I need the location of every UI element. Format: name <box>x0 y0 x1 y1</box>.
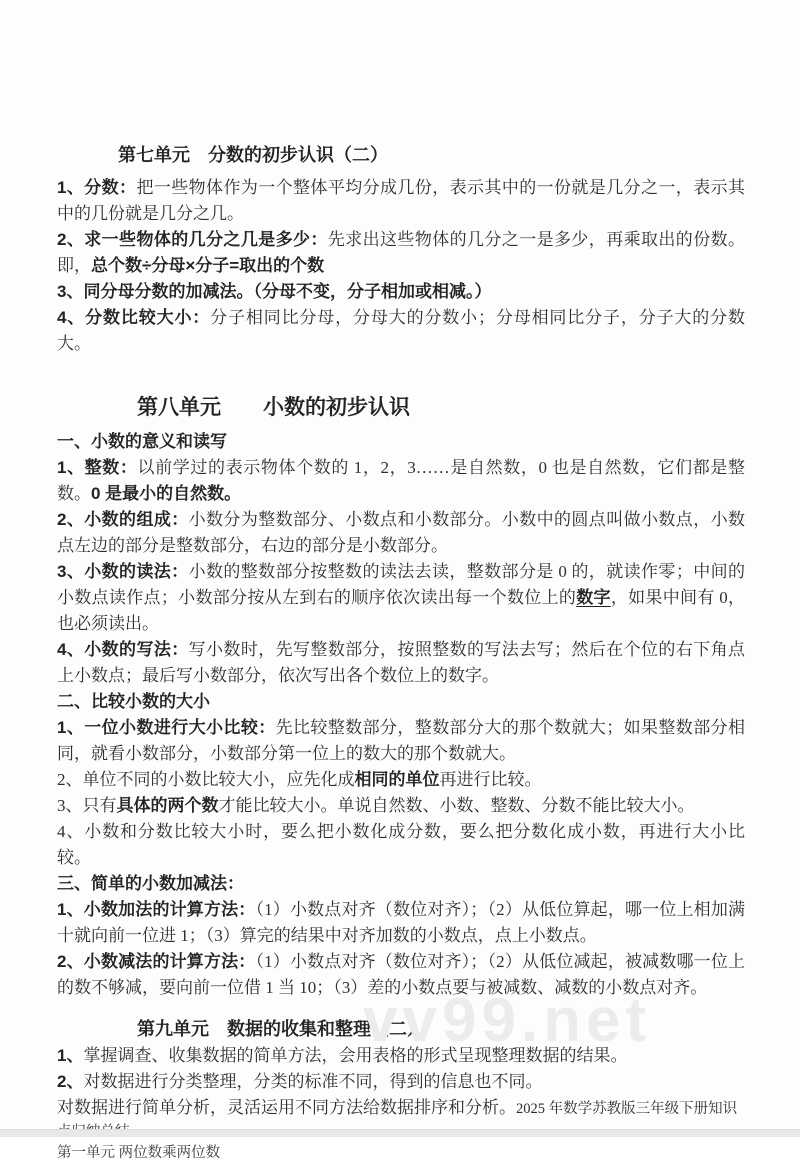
text-run: 1、 <box>57 1046 84 1065</box>
text-run: 小数的整数部分按整数的读法去读，整数部分是 0 的，就读作零；中间的小数点读作点；小数部分按从左到右的顺序依次读出每一个数位上的 <box>57 562 745 607</box>
text-run: 2、小数的组成： <box>57 510 189 529</box>
text-run: 第七单元 分数的初步认识（二） <box>118 145 388 165</box>
unit7-item-2 <box>57 227 745 279</box>
text-run: 1、分数： <box>57 178 137 197</box>
unit8-part1-item-1 <box>57 455 745 507</box>
text-run: 写小数时，先写整数部分，按照整数的写法去写；然后在个位的右下角点上小数点；最后写小数部分，依次写出各个数位上的数字。 <box>57 640 745 685</box>
text-run: 4、分数比较大小： <box>57 308 211 327</box>
unit8-heading <box>57 393 745 423</box>
unit8-part1-item-3 <box>57 559 745 637</box>
unit8-part1-item-4 <box>57 637 745 689</box>
unit8-part1-item-2 <box>57 507 745 559</box>
unit8-part2-item-1 <box>57 715 745 767</box>
text-run: 二、比较小数的大小 <box>57 692 210 711</box>
unit8-part3-item-2 <box>57 949 745 1001</box>
text-run: （1）小数点对齐（数位对齐）；（2）从低位算起，哪一位上相加满十就向前一位进 1；（3）算完的结果中对齐加数的小数点，点上小数点。 <box>57 900 745 945</box>
text-run: 小数分为整数部分、小数点和小数部分。小数中的圆点叫做小数点，小数点左边的部分是整数部分，右边的部分是小数部分。 <box>57 510 745 555</box>
text-run: 2、小数减法的计算方法： <box>57 952 256 971</box>
unit7-item-3 <box>57 279 745 305</box>
text-run: 3、同分母分数的加减法。（分母不变，分子相加或相减。） <box>57 282 492 301</box>
text-run: 把一些物体作为一个整体平均分成几份，表示其中的一份就是几分之一，表示其中的几份就是几分之几。 <box>57 178 745 223</box>
text-run: 相同的单位 <box>354 770 440 789</box>
text-run: 对数据进行简单分析，灵活运用不同方法给数据排序和分析。 <box>57 1098 516 1117</box>
unit9-item-1 <box>57 1043 745 1069</box>
unit9-heading <box>57 1017 745 1041</box>
text-run: 数字 <box>576 588 611 607</box>
text-run: 3、只有 <box>57 796 117 815</box>
text-run: ，如果中间有 0，也必须读出。 <box>57 588 746 633</box>
unit8-part3-item-1 <box>57 897 745 949</box>
text-run: 4、小数的写法： <box>57 640 189 659</box>
unit7-heading <box>57 143 745 167</box>
unit9-item-2 <box>57 1069 745 1095</box>
text-run: 一、小数的意义和读写 <box>57 432 227 451</box>
text-run: 分子相同比分母，分母大的分数小；分母相同比分子，分子大的分数大。 <box>57 308 745 353</box>
text-run: 1、小数加法的计算方法： <box>57 900 256 919</box>
text-run: 再进行比较。 <box>439 770 542 789</box>
text-run: 先求出这些物体的几分之一是多少，再乘取出的份数。即， <box>57 230 745 275</box>
text-run: （1）小数点对齐（数位对齐）；（2）从低位减起，被减数哪一位上的数不够减，要向前一位借 1 当 10；（3）差的小数点要与被减数、减数的小数点对齐。 <box>57 952 745 997</box>
unit7-item-1 <box>57 175 745 227</box>
text-run: 总个数÷分母×分子=取出的个数 <box>91 256 325 275</box>
text-run: 1、一位小数进行大小比较： <box>57 718 276 737</box>
text-run: 第八单元 小数的初步认识 <box>137 396 410 419</box>
text-run: 1、整数： <box>57 458 138 477</box>
text-run: 具体的两个数 <box>116 796 219 815</box>
unit8-part3-heading <box>57 871 745 897</box>
unit9-item-3 <box>57 1095 745 1122</box>
text-run: 4、小数和分数比较大小时，要么把小数化成分数，要么把分数化成小数，再进行大小比较。 <box>57 822 745 867</box>
unit8-part2-item-3 <box>57 793 745 819</box>
text-run: 才能比较大小。单说自然数、小数、整数、分数不能比较大小。 <box>218 796 695 815</box>
text-run: 先比较整数部分，整数部分大的那个数就大；如果整数部分相同，就看小数部分，小数部分第一位上的数大的那个数就大。 <box>57 718 745 763</box>
unit8-part2-item-4 <box>57 819 745 871</box>
unit7-item-4 <box>57 305 745 357</box>
text-run: 第九单元 数据的收集和整理（二） <box>137 1019 425 1039</box>
text-run: 2、 <box>57 1072 84 1091</box>
text-run: 0 是最小的自然数。 <box>91 484 242 503</box>
text-run: 2025 年数学苏教版三年级下册知识 <box>516 1101 738 1117</box>
footer-strip <box>0 1129 800 1137</box>
text-run: 掌握调查、收集数据的简单方法，会用表格的形式呈现整理数据的结果。 <box>83 1046 628 1065</box>
text-run: 对数据进行分类整理，分类的标准不同，得到的信息也不同。 <box>83 1072 543 1091</box>
next-page-heading <box>57 1143 745 1164</box>
unit8-part2-item-2 <box>57 767 745 793</box>
watermark: vv99.net <box>363 986 652 1055</box>
text-run: 第一单元 两位数乘两位数 <box>57 1145 221 1161</box>
unit8-part1-heading <box>57 429 745 455</box>
text-run: 2、求一些物体的几分之几是多少： <box>57 230 328 249</box>
text-run: 2、单位不同的小数比较大小，应先化成 <box>57 770 355 789</box>
text-run: 三、简单的小数加减法： <box>57 874 244 893</box>
text-run: 以前学过的表示物体个数的 1，2，3……是自然数，0 也是自然数，它们都是整数。 <box>57 458 745 503</box>
text-run: 3、小数的读法： <box>57 562 189 581</box>
unit8-part2-heading <box>57 689 745 715</box>
